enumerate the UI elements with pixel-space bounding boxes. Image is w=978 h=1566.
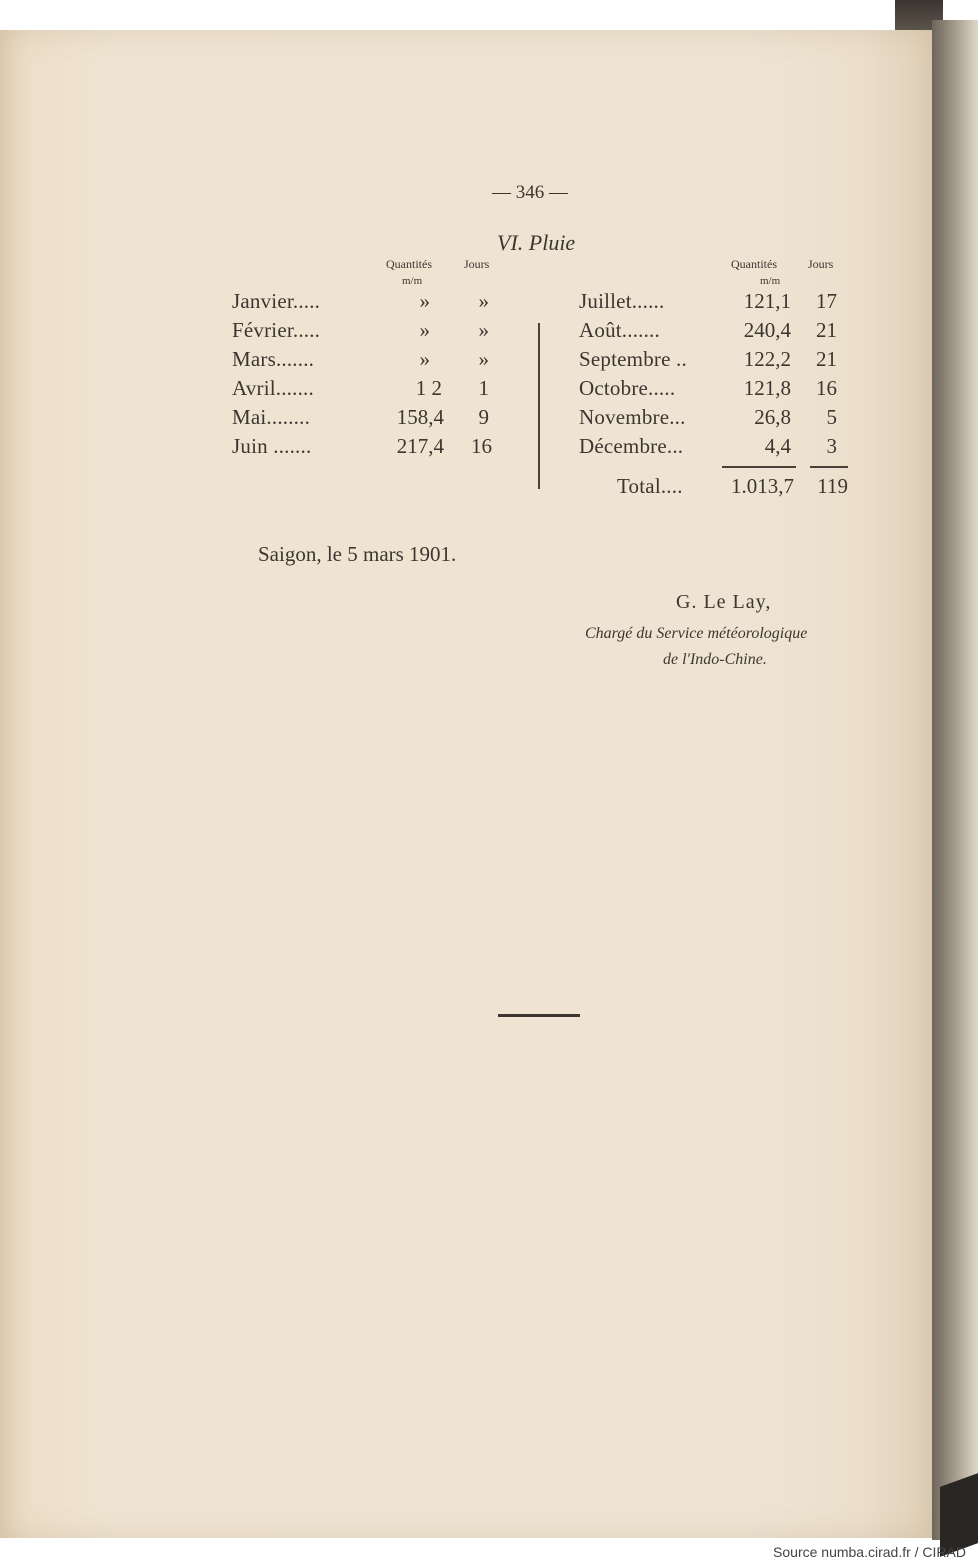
month-label: Mars....... xyxy=(232,347,315,371)
quantite-value: 240,4 xyxy=(743,318,791,342)
month-label: Janvier..... xyxy=(232,289,321,313)
month-label: Février..... xyxy=(232,318,321,342)
month-label: Novembre... xyxy=(579,405,686,429)
total-quantite: 1.013,7 xyxy=(731,474,794,498)
jours-value: 16 xyxy=(471,434,492,458)
header-unit-right: m/m xyxy=(760,275,781,287)
header-quantites-left: Quantités xyxy=(386,257,432,271)
jours-value: 1 xyxy=(478,376,489,400)
jours-value: » xyxy=(478,289,489,313)
jours-value: 16 xyxy=(816,376,837,400)
jours-value: 21 xyxy=(816,347,837,371)
header-jours-right: Jours xyxy=(808,257,834,271)
jours-value: 5 xyxy=(826,405,837,429)
month-label: Avril....... xyxy=(232,376,314,400)
jours-value: 17 xyxy=(816,289,837,313)
jours-value: » xyxy=(478,318,489,342)
signer-name: G. Le Lay, xyxy=(676,591,772,613)
quantite-value: » xyxy=(419,289,430,313)
month-label: Juin ....... xyxy=(232,434,312,458)
month-label: Août....... xyxy=(579,318,660,342)
quantite-value: 122,2 xyxy=(743,347,791,371)
jours-value: 3 xyxy=(826,434,837,458)
jours-value: 9 xyxy=(478,405,489,429)
quantite-value: 1 2 xyxy=(415,376,442,400)
month-label: Décembre... xyxy=(579,434,684,458)
month-label: Mai........ xyxy=(232,405,311,429)
quantite-value: 26,8 xyxy=(754,405,791,429)
quantite-value: 217,4 xyxy=(396,434,444,458)
signer-title-line1: Chargé du Service météorologique xyxy=(585,625,808,642)
quantite-value: 121,8 xyxy=(743,376,791,400)
header-unit-left: m/m xyxy=(402,275,423,287)
total-rule-jours xyxy=(810,466,848,468)
end-rule xyxy=(498,1014,580,1017)
source-credit: Source numba.cirad.fr / CIRAD xyxy=(773,1544,966,1560)
total-label: Total.... xyxy=(617,474,683,498)
month-label: Septembre .. xyxy=(579,347,687,371)
header-jours-left: Jours xyxy=(464,257,490,271)
total-rule-quantites xyxy=(722,466,796,468)
page-number: — 346 — xyxy=(492,182,568,203)
jours-value: » xyxy=(478,347,489,371)
quantite-value: 4,4 xyxy=(764,434,791,458)
total-jours: 119 xyxy=(817,474,848,498)
header-quantites-right: Quantités xyxy=(731,257,777,271)
section-title: VI. Pluie xyxy=(497,230,576,255)
book-page-edges xyxy=(932,20,978,1540)
quantite-value: 158,4 xyxy=(396,405,444,429)
column-divider xyxy=(538,323,540,489)
place-date: Saigon, le 5 mars 1901. xyxy=(258,542,457,566)
month-label: Juillet...... xyxy=(579,289,665,313)
month-label: Octobre..... xyxy=(579,376,676,400)
quantite-value: » xyxy=(419,318,430,342)
jours-value: 21 xyxy=(816,318,837,342)
scanned-page xyxy=(0,30,932,1538)
quantite-value: 121,1 xyxy=(743,289,791,313)
signer-title-line2: de l'Indo-Chine. xyxy=(663,651,767,668)
quantite-value: » xyxy=(419,347,430,371)
